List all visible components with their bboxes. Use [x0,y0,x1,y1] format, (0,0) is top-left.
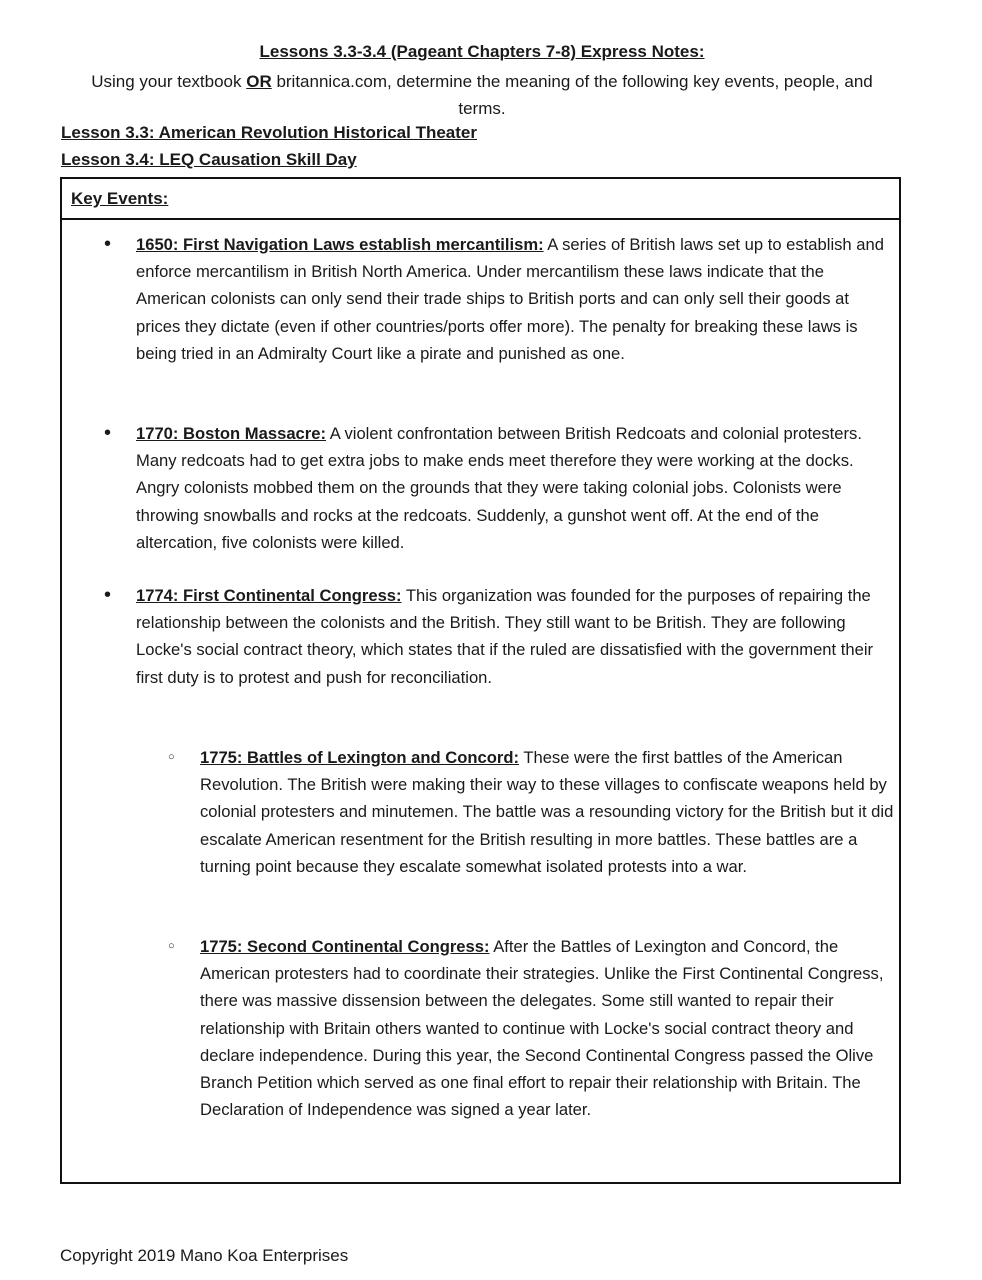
instructions-emphasis: OR [246,72,272,91]
event-item-first-continental-congress [104,582,896,691]
hollow-circle-bullet-icon: ○ [168,940,175,952]
key-events-header: Key Events: [62,179,899,220]
lesson-heading-3-4: Lesson 3.4: LEQ Causation Skill Day [61,150,357,169]
event-term: 1774: First Continental Congress: [136,586,402,605]
bullet-icon: • [104,422,112,444]
event-term: 1775: Second Continental Congress: [200,937,490,956]
hollow-circle-bullet-icon: ○ [168,751,175,763]
event-item-second-continental-congress [168,933,900,1123]
event-item-boston-massacre [104,420,896,556]
event-item-lexington-concord [168,744,900,880]
event-description: A series of British laws set up to establish and enforce mercantilism in British North America. Under mercantilism these laws indicate that the American colonists can only send their trade ships to British ports and can only sell their goods at prices they dictate (even if other countries/ports offer more). The penalty for breaking these laws is being tried in an Admiralty Court like a pirate and punished as one. [136,235,884,363]
bullet-icon: • [104,233,112,255]
event-description: A violent confrontation between British Redcoats and colonial protesters. Many redcoats had to get extra jobs to make ends meet therefore they were working at the docks. Angry colonists mobbed them on the grounds that they were taking colonial jobs. Colonists were throwing snowballs and rocks at the redcoats. Suddenly, a gunshot went off. At the end of the altercation, five colonists were killed. [136,424,862,552]
instructions [70,68,894,122]
document-title: Lessons 3.3-3.4 (Pageant Chapters 7-8) Express Notes: [259,42,705,61]
instructions-after: britannica.com, determine the meaning of the following key events, people, and terms. [271,72,873,118]
event-description: This organization was founded for the purposes of repairing the relationship between the colonists and the British. They still want to be British. They are following Locke's social contract theory, which states that if the ruled are dissatisfied with the government their first duty is to protest and push for reconciliation. [136,586,874,687]
lesson-heading-3-3: Lesson 3.3: American Revolution Historical Theater [61,123,477,142]
bullet-icon: • [104,584,112,606]
event-term: 1770: Boston Massacre: [136,424,326,443]
copyright-footer: Copyright 2019 Mano Koa Enterprises [60,1246,349,1265]
key-events-table [60,177,901,1184]
event-description: These were the first battles of the American Revolution. The British were making their way to these villages to confiscate weapons held by colonial protesters and minutemen. The battle was a resounding victory for the British but it did escalate American resentment for the British resulting in more battles. These battles are a turning point because they escalate somewhat isolated protests into a war. [200,748,894,876]
instructions-before: Using your textbook [91,72,247,91]
event-term: 1775: Battles of Lexington and Concord: [200,748,520,767]
event-term: 1650: First Navigation Laws establish mercantilism: [136,235,544,254]
event-item-navigation-laws [104,231,896,367]
event-description: After the Battles of Lexington and Concord, the American protesters had to coordinate their strategies. Unlike the First Continental Congress, there was massive dissension between the delegates. Some still wanted to repair their relationship with Britain others wanted to continue with Locke's social contract theory and declare independence. During this year, the Second Continental Congress passed the Olive Branch Petition which served as one final effort to repair their relationship with Britain. The Declaration of Independence was signed a year later. [200,937,884,1120]
